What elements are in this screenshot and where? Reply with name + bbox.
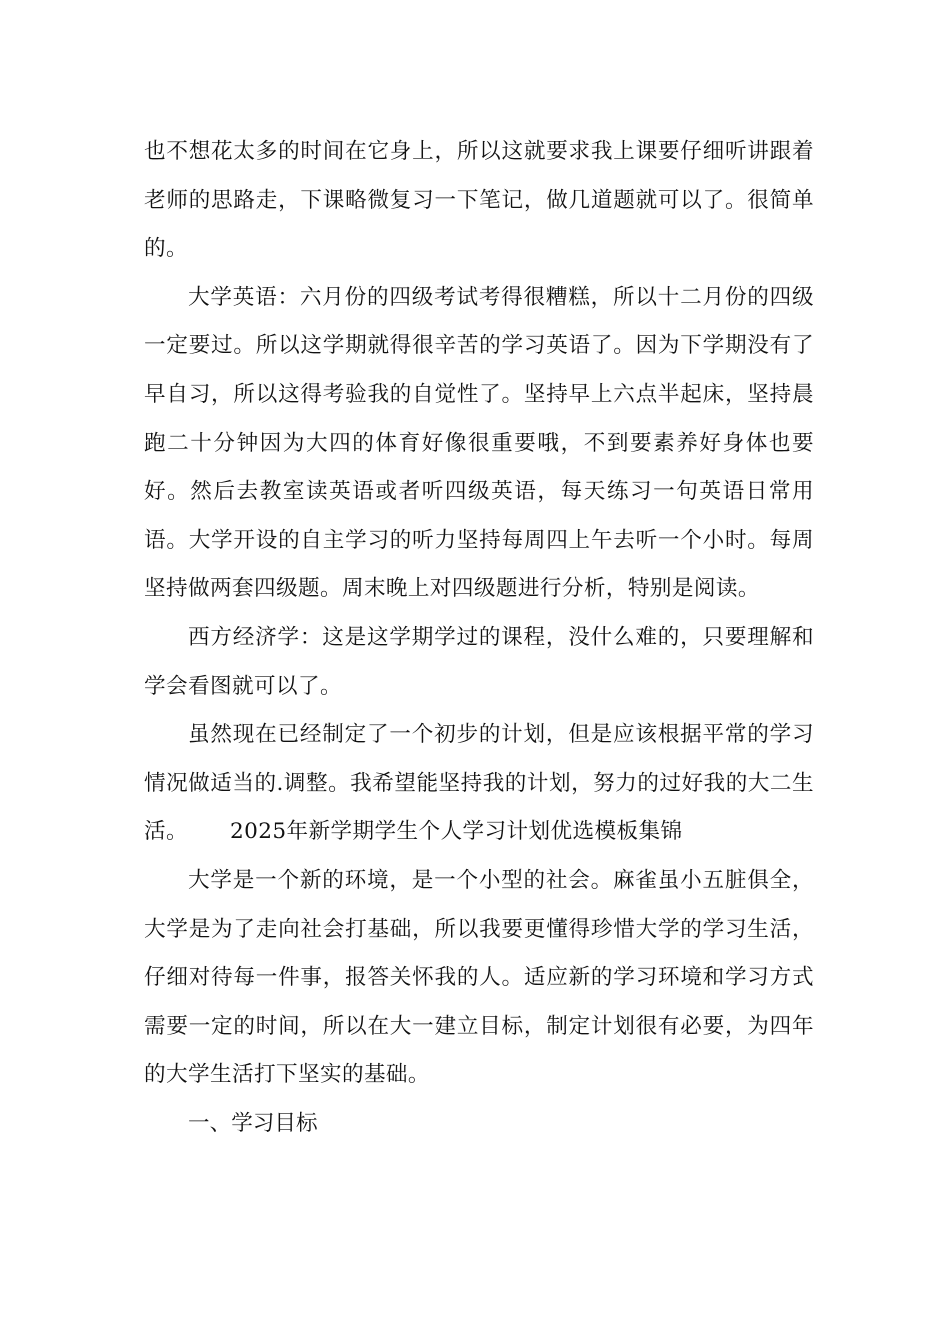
- paragraph-plan-summary: [144, 711, 814, 857]
- document-body: [144, 128, 814, 1148]
- paragraph-continuation: 也不想花太多的时间在它身上，所以这就要求我上课要仔细听讲跟着老师的思路走，下课略微复习一下笔记，做几道题就可以了。很简单的。: [144, 139, 814, 262]
- paragraph-plan-summary-text: 虽然现在已经制定了一个初步的计划，但是应该根据平常的学习情况做适当的.调整。我希望能坚持我的计划，努力的过好我的大二生活。: [144, 722, 814, 845]
- section-heading-learning-goals: 一、学习目标: [188, 1110, 318, 1136]
- document-title: 2025年新学期学生个人学习计划优选模板集锦: [230, 819, 683, 845]
- paragraph-college-english: 大学英语：六月份的四级考试考得很糟糕，所以十二月份的四级一定要过。所以这学期就得很辛苦的学习英语了。因为下学期没有了早自习，所以这得考验我的自觉性了。坚持早上六点半起床，坚持晨跑二十分钟因为大四的体育好像很重要哦，不到要素养好身体也要好。然后去教室读英语或者听四级英语，每天练习一句英语日常用语。大学开设的自主学习的听力坚持每周四上午去听一个小时。每周坚持做两套四级题。周末晚上对四级题进行分析，特别是阅读。: [144, 284, 814, 602]
- paragraph-new-environment: 大学是一个新的环境，是一个小型的社会。麻雀虽小五脏俱全，大学是为了走向社会打基础，所以我要更懂得珍惜大学的学习生活，仔细对待每一件事，报答关怀我的人。适应新的学习环境和学习方式需要一定的时间，所以在大一建立目标，制定计划很有必要，为四年的大学生活打下坚实的基础。: [144, 867, 814, 1088]
- paragraph-western-economics: 西方经济学：这是这学期学过的课程，没什么难的，只要理解和学会看图就可以了。: [144, 624, 814, 699]
